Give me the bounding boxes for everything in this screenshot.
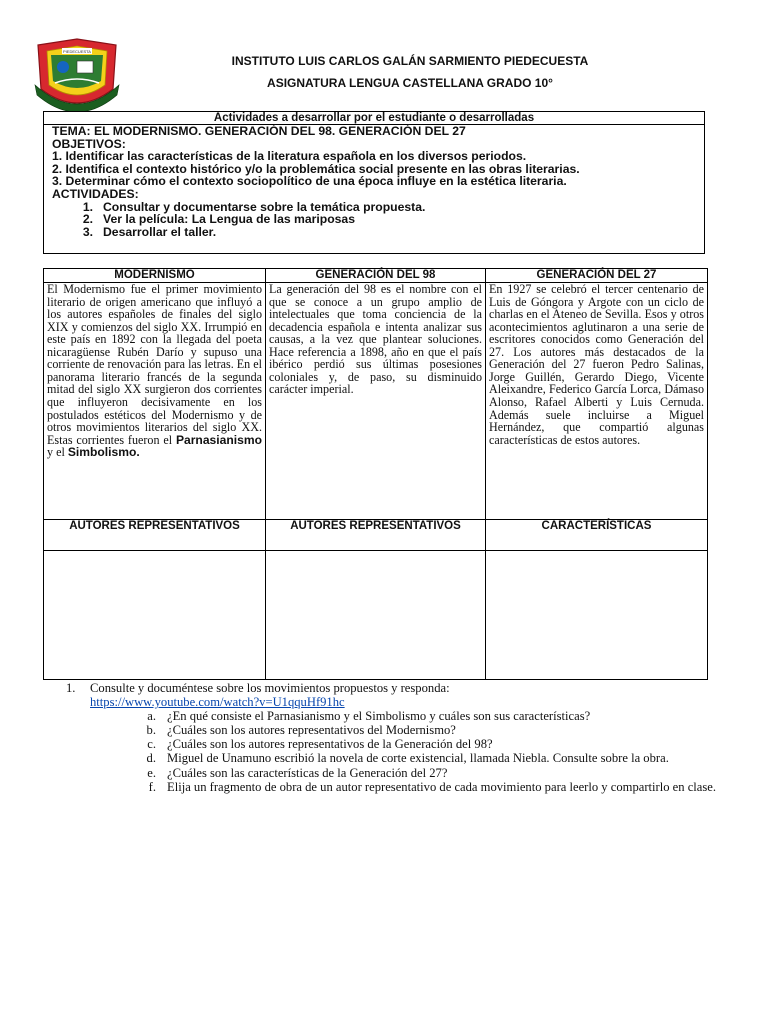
question-intro-text: Consulte y documéntese sobre los movimientos propuestos y responda:	[90, 681, 450, 695]
question-text: ¿Cuáles son los autores representativos de la Generación del 98?	[167, 737, 493, 752]
question-item	[66, 723, 716, 737]
question-letter: b.	[146, 723, 156, 738]
activity-text: Ver la película: La Lengua de las mariposas	[103, 212, 355, 227]
question-letter: c.	[147, 737, 156, 752]
parnasianismo-term: Parnasianismo	[175, 432, 262, 447]
question-text: ¿En qué consiste el Parnasianismo y el Simbolismo y cuáles son sus características?	[167, 709, 591, 724]
objective-item: 1. Identificar las características de la literatura española en los diversos periodos.	[52, 149, 527, 164]
question-letter: d.	[146, 751, 156, 766]
crest-text: PIEDECUESTA	[63, 49, 91, 54]
header-generacion-98: GENERACIÓN DEL 98	[266, 269, 486, 283]
header-modernismo: MODERNISMO	[44, 269, 266, 283]
question-intro	[66, 681, 716, 695]
header-generacion-27: GENERACIÓN DEL 27	[486, 269, 708, 283]
youtube-link[interactable]: https://www.youtube.com/watch?v=U1qquHf91hc	[90, 695, 345, 710]
question-item	[66, 766, 716, 780]
modernismo-connector: y el	[47, 445, 68, 460]
question-item	[66, 780, 716, 794]
caracteristicas-blank[interactable]	[486, 551, 708, 680]
tema-line: TEMA: EL MODERNISMO. GENERACIÓN DEL 98. GENERACIÓN DEL 27	[52, 124, 466, 138]
question-letter: a.	[147, 709, 156, 724]
activity-number: 2.	[82, 212, 93, 227]
subheader-autores-modernismo: AUTORES REPRESENTATIVOS	[44, 519, 266, 550]
activity-number: 1.	[82, 199, 93, 214]
objective-item: 2. Identifica el contexto histórico y/o la problemática social presente en las obras literarias.	[52, 161, 580, 176]
objective-item: 3. Determinar cómo el contexto sociopolítico de una época influye en la estética literaria.	[52, 174, 567, 189]
activity-number: 3.	[82, 224, 93, 239]
table-content-row	[44, 283, 708, 520]
table-header-row	[44, 269, 708, 283]
generacion-98-cell: La generación del 98 es el nombre con el que se conoce a un grupo amplio de intelectuales que toma conciencia de la decadencia española e intenta analizar sus causas, a la vez que plantear soluciones. Hace referencia a 1898, año en que el país ibérico perdió sus últimas posesiones coloniales y, de paso, su disminuido carácter imperial.	[266, 283, 486, 520]
questions-section	[66, 681, 716, 794]
activity-item	[52, 226, 704, 239]
question-text: ¿Cuáles son las características de la Generación del 27?	[167, 765, 448, 780]
subject-line: ASIGNATURA LENGUA CASTELLANA GRADO 10°	[267, 76, 553, 90]
objetivos-label: OBJETIVOS:	[52, 136, 126, 151]
school-name: INSTITUTO LUIS CARLOS GALÁN SARMIENTO PIEDECUESTA	[231, 54, 589, 68]
table-subheader-row	[44, 519, 708, 550]
activity-item	[52, 213, 704, 226]
question-letter: e.	[147, 765, 156, 780]
modernismo-cell	[44, 283, 266, 520]
activities-heading: Actividades a desarrollar por el estudiante o desarrolladas	[44, 112, 704, 125]
question-text: Miguel de Unamuno escribió la novela de corte existencial, llamada Niebla. Consulte sobre la obra.	[167, 751, 669, 766]
autores-modernismo-blank[interactable]	[44, 551, 266, 680]
activity-text: Desarrollar el taller.	[103, 224, 217, 239]
activities-box	[43, 111, 705, 254]
activities-body	[44, 125, 704, 238]
modernismo-text: El Modernismo fue el primer movimiento literario de origen americano que influyó a los autores españoles de finales del siglo XIX y comienzos del siglo XX. Irrumpió en este país en 1892 con la llegada del poeta nicaragüense Rubén Darío y supuso una corriente de renovación para las letras. En el panorama literario francés de la segunda mitad del siglo XX surgieron dos corrientes que influyeron decisivamente en los postulados estéticos del Modernismo y de otros movimientos literarios del siglo XX. Estas corrientes fueron el	[47, 282, 262, 447]
movements-table	[43, 268, 708, 680]
question-text: Elija un fragmento de obra de un autor representativo de cada movimiento para leerlo y compartirlo en clase.	[167, 779, 717, 794]
generacion-27-cell: En 1927 se celebró el tercer centenario de Luis de Góngora y Argote con un ciclo de charlas en el Ateneo de Sevilla. Esos y otros acontecimientos aglutinaron a una serie de escritores conocidos como Generación del 27. Los autores más destacados de la Generación del 27 fueron Pedro Salinas, Jorge Guillén, Gerardo Diego, Vicente Aleixandre, Federico García Lorca, Dámaso Alonso, Rafael Alberti y Luis Cernuda. Además suele incluirse a Miguel Hernández, que compartió algunas características de estos autores.	[486, 283, 708, 520]
subheader-caracteristicas: CARACTERÍSTICAS	[486, 519, 708, 550]
question-number: 1.	[66, 681, 76, 695]
school-crest-logo	[33, 37, 121, 111]
question-letter: f.	[148, 779, 156, 794]
activity-text: Consultar y documentarse sobre la temática propuesta.	[103, 199, 426, 214]
subheader-autores-generacion-98: AUTORES REPRESENTATIVOS	[266, 519, 486, 550]
table-empty-row	[44, 551, 708, 680]
simbolismo-term: Simbolismo.	[67, 445, 140, 460]
question-item	[66, 709, 716, 723]
question-item	[66, 751, 716, 765]
autores-generacion-98-blank[interactable]	[266, 551, 486, 680]
question-item	[66, 737, 716, 751]
actividades-label: ACTIVIDADES:	[52, 186, 139, 201]
question-text: ¿Cuáles son los autores representativos del Modernismo?	[167, 723, 456, 738]
